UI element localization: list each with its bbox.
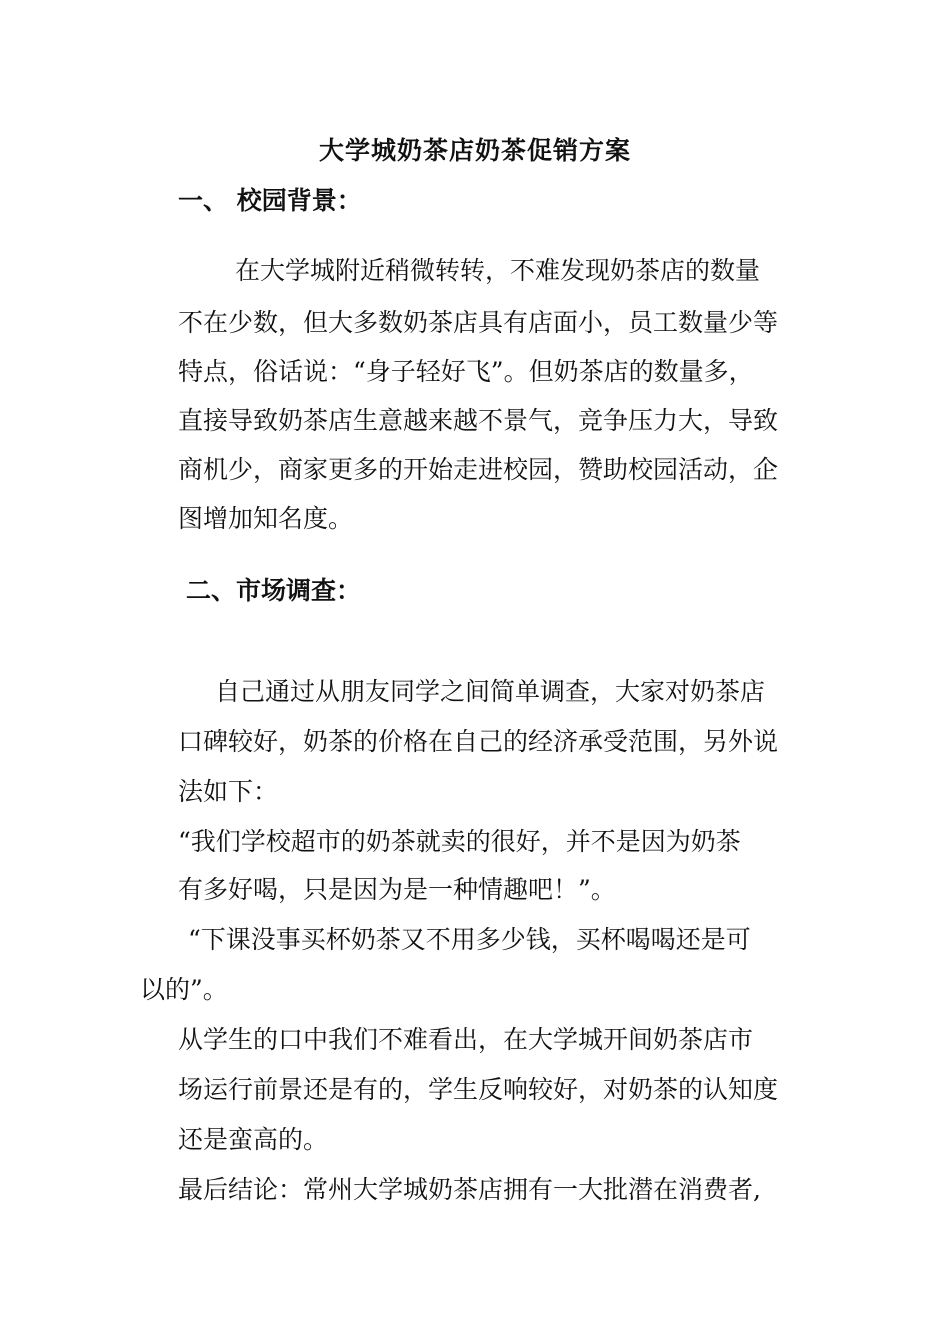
paragraph-line: 直接导致奶茶店生意越来越不景气，竞争压力大，导致 [178, 406, 779, 435]
quote-line: “下课没事买杯奶茶又不用多少钱，买杯喝喝还是可 [188, 925, 751, 954]
quote-line: “我们学校超市的奶茶就卖的很好，并不是因为奶茶 [178, 827, 741, 856]
paragraph-line: 法如下： [178, 777, 279, 806]
quote-line: 以的”。 [140, 975, 228, 1004]
paragraph-line: 自己通过从朋友同学之间简单调查，大家对奶茶店 [215, 677, 766, 706]
paragraph-line: 口碑较好，奶茶的价格在自己的经济承受范围，另外说 [178, 727, 779, 756]
quote-line: 有多好喝，只是因为是一种情趣吧！”。 [178, 875, 616, 904]
paragraph-line: 还是蛮高的。 [178, 1125, 329, 1154]
paragraph-line: 最后结论：常州大学城奶茶店拥有一大批潜在消费者, [178, 1175, 761, 1204]
paragraph-line: 从学生的口中我们不难看出，在大学城开间奶茶店市 [178, 1025, 754, 1054]
paragraph-line: 商机少，商家更多的开始走进校园，赞助校园活动，企 [178, 455, 779, 484]
paragraph-line: 在大学城附近稍微转转，不难发现奶茶店的数量 [235, 256, 761, 285]
paragraph-line: 不在少数，但大多数奶茶店具有店面小，员工数量少等 [178, 308, 779, 337]
paragraph-line: 场运行前景还是有的，学生反响较好，对奶茶的认知度 [178, 1075, 779, 1104]
paragraph-line: 特点，俗话说：“身子轻好飞”。但奶茶店的数量多， [178, 357, 754, 386]
section-heading-market-survey: 二、市场调查： [186, 576, 362, 605]
section-heading-campus-background: 一、 校园背景： [178, 186, 362, 215]
paragraph-line: 图增加知名度。 [178, 504, 354, 533]
document-title: 大学城奶茶店奶茶促销方案 [318, 136, 631, 165]
